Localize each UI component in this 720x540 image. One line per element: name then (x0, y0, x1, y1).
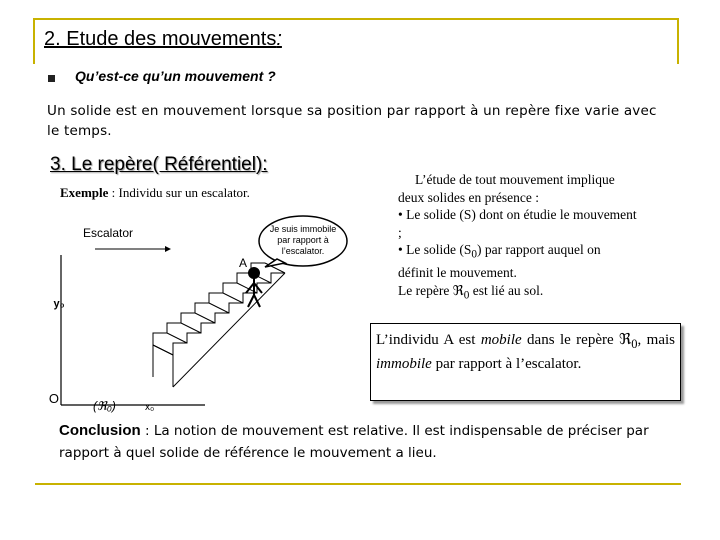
conclusion-paragraph: Conclusion : La notion de mouvement est relative. Il est indispensable de préciser par rapport à quel solide de référence le mouvement a lieu. (59, 422, 649, 461)
frame-bottom-border (35, 483, 681, 485)
conclusion-label: Conclusion (59, 422, 141, 439)
section-title: 3. Le repère( Référentiel): (50, 154, 268, 175)
slide-title: 2. Etude des mouvements: (44, 28, 282, 50)
intro-paragraph: Un solide est en mouvement lorsque sa position par rapport à un repère fixe varie avec le temps. (47, 103, 657, 139)
escalator-stairs (153, 263, 285, 387)
explanation-line-3: • Le solide $(S_0)$ par rapport auquel on définit le mouvement. (398, 242, 601, 281)
frame-top-border (33, 18, 679, 20)
subheading: Qu’est-ce qu’un mouvement ? (75, 68, 276, 84)
y-axis-label: y₀ (53, 298, 65, 310)
bullet-square-icon (48, 75, 55, 82)
bubble-line-3: l’escalator. (281, 246, 325, 256)
explanation-line-2: • Le solide (S) dont on étudie le mouvement ; (398, 207, 637, 240)
bubble-line-2: par rapport à (277, 235, 329, 245)
right-explanation (398, 171, 638, 305)
explanation-line-4: Le repère ℜ$_0$ est lié au sol. (398, 282, 544, 302)
bubble-line-1: Je suis immobile (269, 224, 337, 234)
escalator-arrow-head (165, 246, 171, 252)
frame-left-border (33, 18, 35, 64)
mobility-box: L’individu A est mobile dans le repère ℜ$_0$, mais immobile par rapport à l’escalator. (370, 323, 681, 401)
origin-label: O (48, 391, 59, 406)
person-a-figure (246, 268, 262, 307)
person-a-label: A (239, 256, 248, 270)
speech-bubble (259, 216, 347, 267)
x-axis-label: x₀ (145, 402, 155, 413)
example-line: Exemple : Individu sur un escalator. (60, 185, 250, 200)
escalator-label: Escalator (83, 226, 134, 240)
frame-label: (ℜ₀) (93, 399, 116, 413)
frame-right-border (677, 18, 679, 64)
explanation-line-1: L’étude de tout mouvement implique deux solides en présence : (398, 172, 615, 205)
escalator-diagram (48, 215, 355, 415)
